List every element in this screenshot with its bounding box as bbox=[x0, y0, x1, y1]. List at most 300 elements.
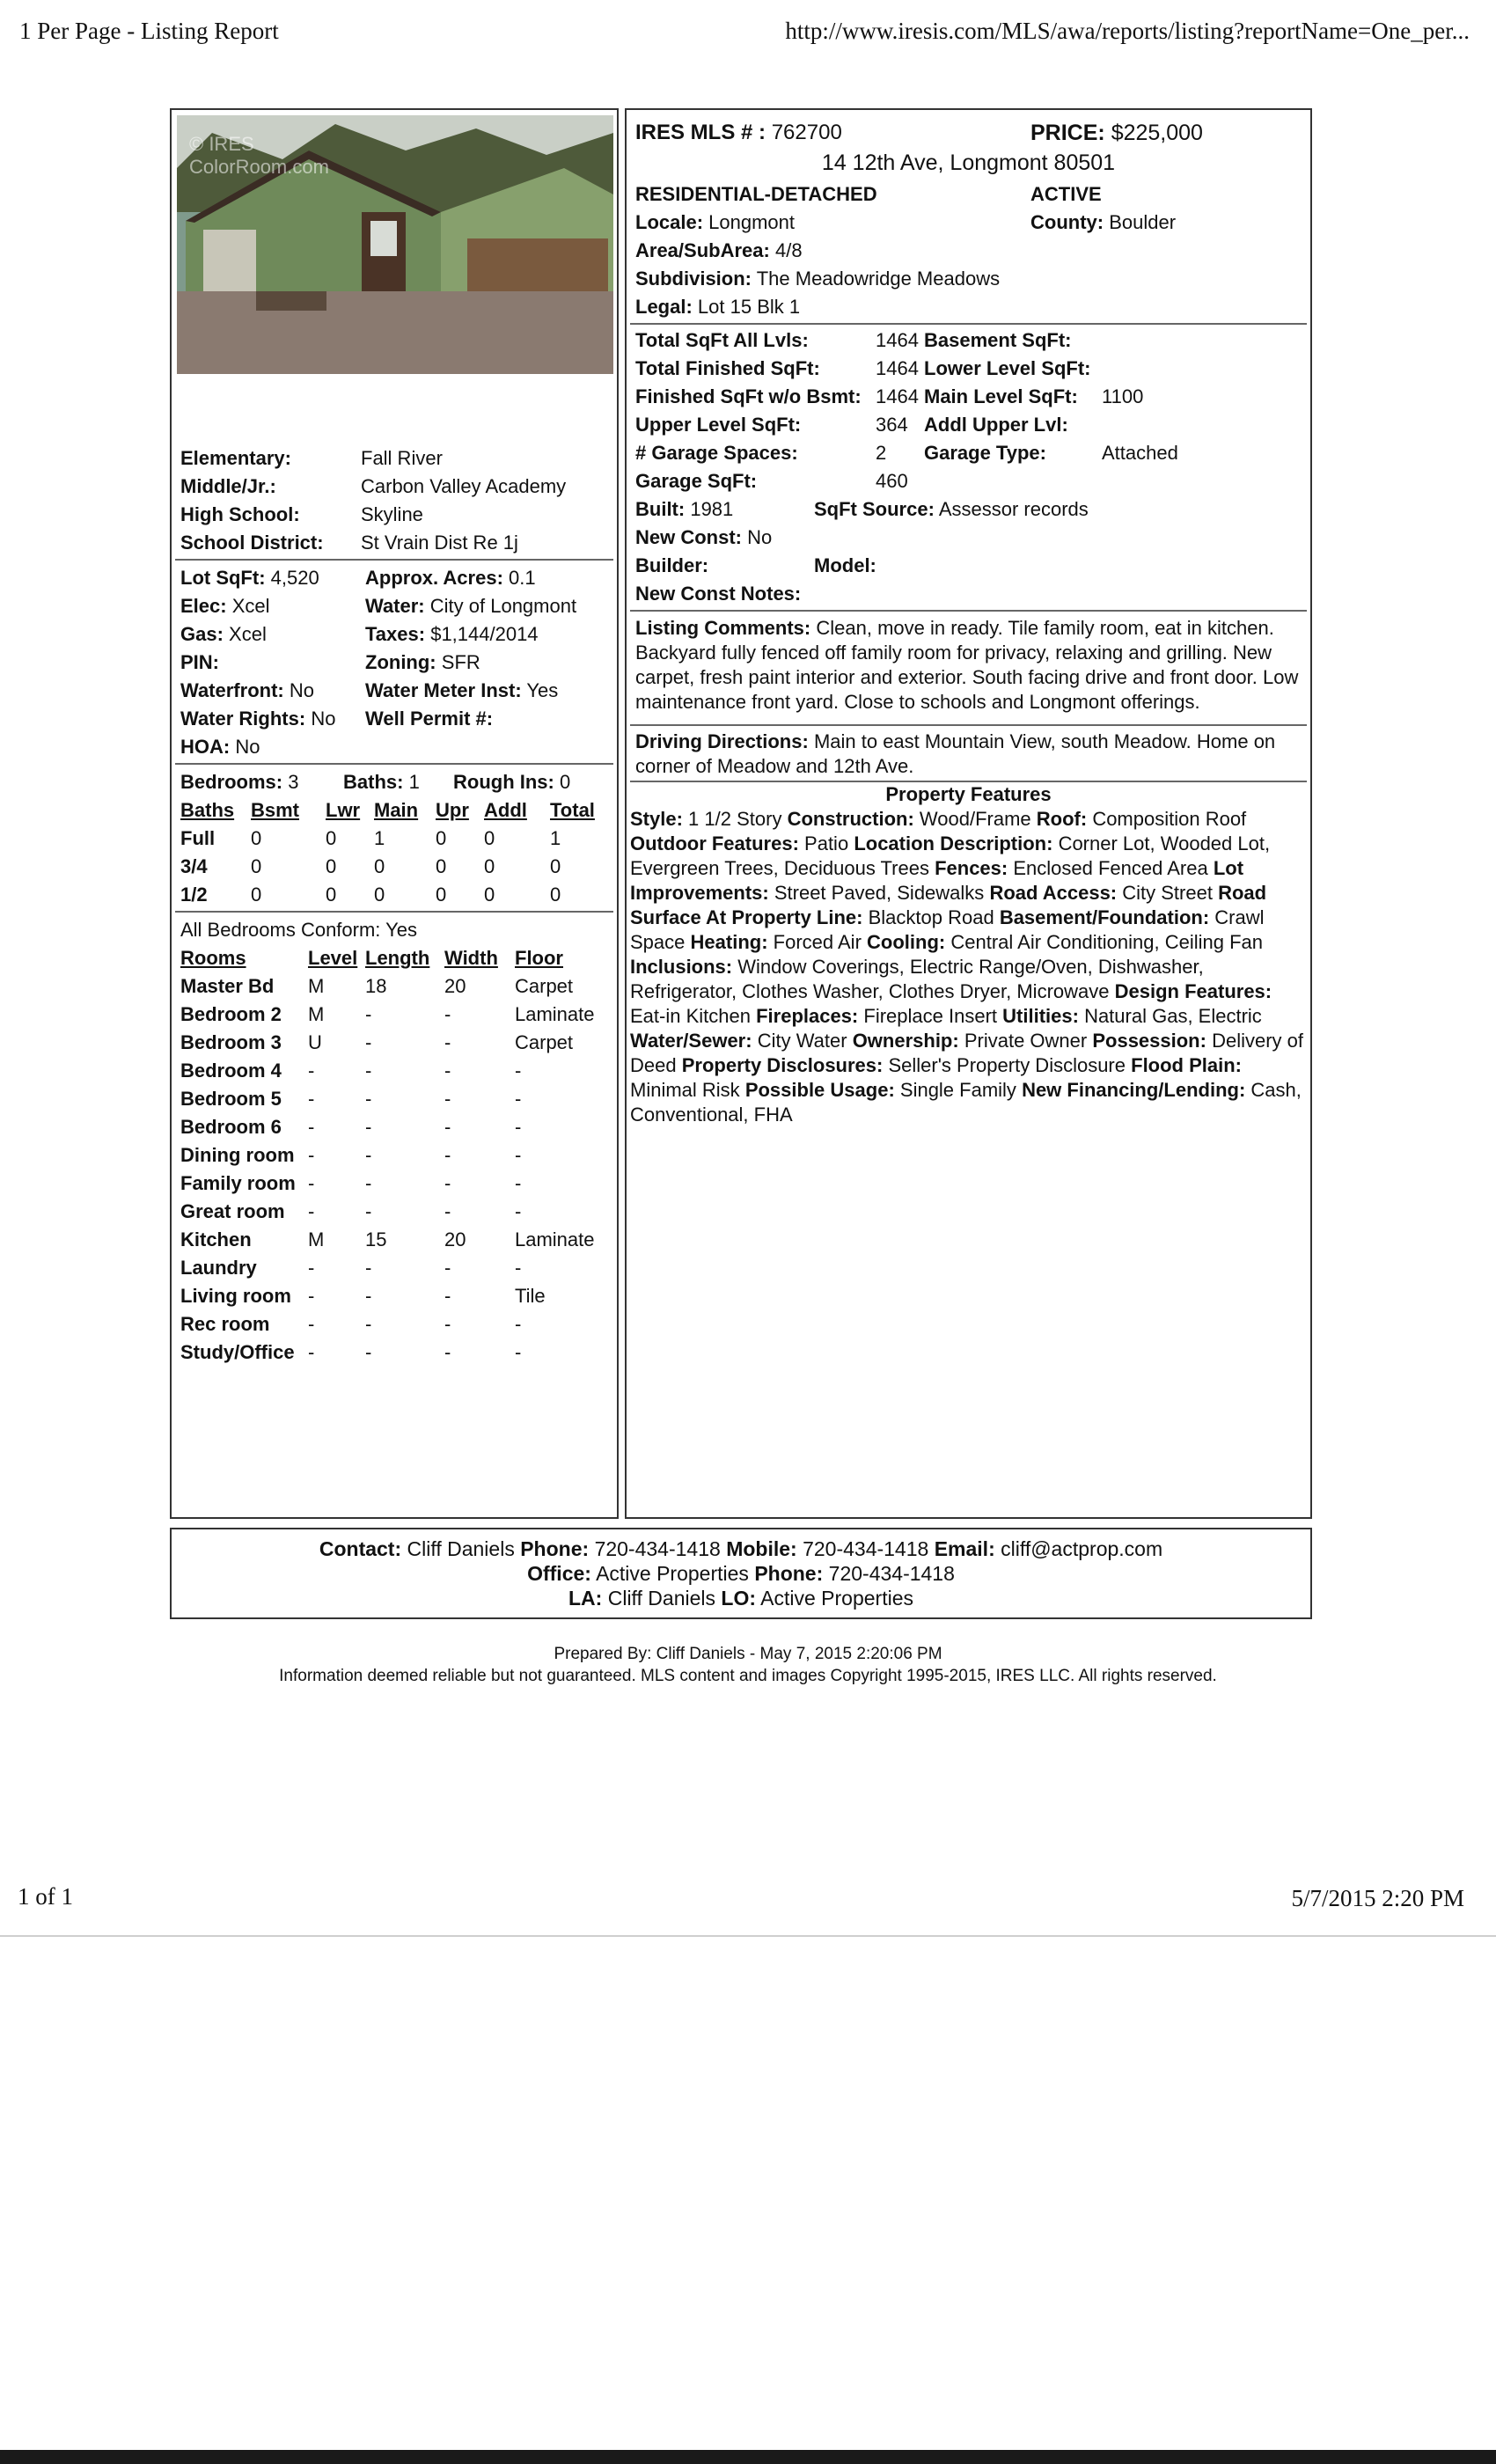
feature-label: Design Features: bbox=[1114, 980, 1272, 1002]
waterfront-label: Waterfront: bbox=[180, 679, 284, 701]
table-cell: 1 bbox=[374, 827, 385, 849]
contact-panel bbox=[170, 1528, 1312, 1619]
sqft-source bbox=[814, 497, 1089, 522]
baths-header: Baths bbox=[180, 799, 235, 821]
office-phone-value: 720-434-1418 bbox=[828, 1562, 955, 1585]
agent-line bbox=[172, 1586, 1310, 1610]
feature-value: Street Paved, Sidewalks bbox=[774, 882, 985, 904]
taxes-value: $1,144/2014 bbox=[430, 623, 539, 645]
table-cell: 0 bbox=[251, 827, 262, 849]
school-district-label: School District: bbox=[180, 532, 324, 554]
room-cell: - bbox=[444, 1031, 451, 1053]
office-line bbox=[172, 1561, 1310, 1586]
hoa bbox=[180, 735, 260, 759]
water-rights bbox=[180, 707, 335, 731]
contact-name: Cliff Daniels bbox=[407, 1537, 515, 1560]
garage-type-label: Garage Type: bbox=[924, 442, 1046, 464]
built bbox=[635, 497, 733, 522]
room-cell: M bbox=[308, 975, 325, 997]
builder bbox=[635, 554, 708, 578]
room-cell: - bbox=[308, 1200, 315, 1222]
divider bbox=[630, 724, 1307, 726]
lo-value: Active Properties bbox=[760, 1587, 913, 1610]
builder-label: Builder: bbox=[635, 554, 709, 576]
feature-value: Single Family bbox=[899, 1079, 1016, 1101]
right-panel bbox=[625, 108, 1312, 1519]
driving-directions-label: Driving Directions: bbox=[635, 730, 809, 752]
room-cell: Carpet bbox=[515, 975, 574, 997]
room-name: Kitchen bbox=[180, 1228, 252, 1250]
table-cell: 1 bbox=[550, 827, 561, 849]
photo-watermark-line1: © IRES bbox=[189, 133, 254, 155]
room-cell: - bbox=[365, 1313, 372, 1335]
feature-value: Seller's Property Disclosure bbox=[888, 1054, 1126, 1076]
room-cell: - bbox=[444, 1116, 451, 1138]
room-cell: - bbox=[308, 1060, 315, 1082]
baths-header: Addl bbox=[484, 799, 527, 821]
baths-header: Total bbox=[550, 799, 595, 821]
price-label: PRICE: bbox=[1030, 121, 1105, 145]
feature-value: City Street bbox=[1122, 882, 1213, 904]
locale bbox=[635, 210, 795, 235]
bedrooms-conform bbox=[180, 918, 417, 942]
driving-directions bbox=[635, 730, 1304, 779]
room-cell: - bbox=[444, 1313, 451, 1335]
feature-label: Flood Plain: bbox=[1131, 1054, 1243, 1076]
feature-value: Patio bbox=[804, 832, 849, 854]
property-photo bbox=[177, 115, 613, 374]
listing-status: ACTIVE bbox=[1030, 183, 1102, 205]
table-cell: 0 bbox=[251, 884, 262, 906]
room-cell: - bbox=[308, 1116, 315, 1138]
feature-label: Construction: bbox=[787, 808, 914, 830]
room-cell: U bbox=[308, 1031, 322, 1053]
legal-label: Legal: bbox=[635, 296, 693, 318]
bedrooms bbox=[180, 770, 299, 795]
acres-value: 0.1 bbox=[509, 567, 536, 589]
email-label: Email: bbox=[934, 1537, 995, 1560]
table-row: Full bbox=[180, 827, 216, 849]
rooms-header: Width bbox=[444, 947, 498, 969]
feature-value: Forced Air bbox=[773, 931, 862, 953]
model bbox=[814, 554, 876, 578]
print-footer-page: 1 of 1 bbox=[18, 1883, 73, 1910]
room-cell: - bbox=[308, 1313, 315, 1335]
feature-label: Water/Sewer: bbox=[630, 1030, 752, 1052]
main-sqft-value: 1100 bbox=[1102, 385, 1144, 407]
wo-bsmt-sqft-label: Finished SqFt w/o Bsmt: bbox=[635, 385, 862, 407]
gas-value: Xcel bbox=[229, 623, 267, 645]
room-cell: - bbox=[365, 1257, 372, 1279]
subdivision-value: The Meadowridge Meadows bbox=[756, 268, 1001, 290]
page-boundary bbox=[0, 1935, 1496, 1937]
zoning bbox=[365, 650, 480, 675]
county-value: Boulder bbox=[1109, 211, 1177, 233]
divider bbox=[175, 911, 613, 913]
feature-value: Natural Gas, Electric bbox=[1084, 1005, 1262, 1027]
feature-value: City Water bbox=[757, 1030, 847, 1052]
room-cell: - bbox=[444, 1200, 451, 1222]
room-cell: - bbox=[365, 1088, 372, 1110]
room-cell: 15 bbox=[365, 1228, 387, 1250]
office-phone-label: Phone: bbox=[754, 1562, 824, 1585]
room-cell: - bbox=[365, 1003, 372, 1025]
water-meter bbox=[365, 678, 558, 703]
feature-value: Central Air Conditioning, Ceiling Fan bbox=[950, 931, 1263, 953]
room-name: Master Bd bbox=[180, 975, 275, 997]
feature-value: Delivery of Deed bbox=[630, 1030, 1303, 1076]
well-permit-label: Well Permit #: bbox=[365, 708, 494, 730]
room-name: Bedroom 6 bbox=[180, 1116, 282, 1138]
feature-label: Possible Usage: bbox=[744, 1079, 895, 1101]
water-value: City of Longmont bbox=[429, 595, 577, 617]
table-cell: 0 bbox=[550, 884, 561, 906]
mobile-label: Mobile: bbox=[726, 1537, 797, 1560]
feature-value: Window Coverings, Electric Range/Oven, Dishwasher, Refrigerator, Clothes Washer, Clothes Dryer, Microwave bbox=[630, 956, 1204, 1002]
room-cell: - bbox=[444, 1285, 451, 1307]
room-cell: - bbox=[444, 1060, 451, 1082]
room-cell: 18 bbox=[365, 975, 387, 997]
baths-label: Baths: bbox=[343, 771, 404, 793]
price bbox=[1030, 121, 1203, 145]
property-type: RESIDENTIAL-DETACHED bbox=[635, 183, 877, 205]
rooms-header: Length bbox=[365, 947, 430, 969]
room-cell: - bbox=[308, 1285, 315, 1307]
feature-label: Road Surface At Property Line: bbox=[630, 882, 1267, 928]
conform-value: Yes bbox=[385, 919, 418, 941]
baths bbox=[343, 770, 420, 795]
garage-sqft-value: 460 bbox=[876, 470, 908, 492]
room-cell: - bbox=[515, 1088, 522, 1110]
taxes bbox=[365, 622, 539, 647]
room-cell: - bbox=[308, 1341, 315, 1363]
waterfront-value: No bbox=[289, 679, 314, 701]
gas-label: Gas: bbox=[180, 623, 224, 645]
baths-header: Lwr bbox=[326, 799, 361, 821]
rooms-header: Rooms bbox=[180, 947, 246, 969]
room-cell: - bbox=[515, 1060, 522, 1082]
divider bbox=[630, 610, 1307, 612]
baths-header: Upr bbox=[436, 799, 469, 821]
garage-spaces-label: # Garage Spaces: bbox=[635, 442, 798, 464]
feature-label: Lot Improvements: bbox=[630, 857, 1244, 904]
table-cell: 0 bbox=[484, 855, 495, 877]
rough-ins bbox=[453, 770, 570, 795]
bedrooms-label: Bedrooms: bbox=[180, 771, 283, 793]
total-sqft-value: 1464 bbox=[876, 329, 919, 351]
feature-value: 1 1/2 Story bbox=[688, 808, 782, 830]
elementary-label: Elementary: bbox=[180, 447, 291, 469]
wo-bsmt-sqft-value: 1464 bbox=[876, 385, 919, 407]
water-meter-value: Yes bbox=[526, 679, 559, 701]
high-school-value: Skyline bbox=[361, 503, 423, 525]
sqft-source-label: SqFt Source: bbox=[814, 498, 935, 520]
new-const-label: New Const: bbox=[635, 526, 742, 548]
room-cell: - bbox=[365, 1172, 372, 1194]
listing-comments-text: Clean, move in ready. Tile family room, eat in kitchen. Backyard fully fenced off family room for privacy, relaxing and grilling. New carpet, fresh paint interior and exterior. South facing drive and front door. Low maintenance front yard. Close to schools and Longmont offerings. bbox=[635, 617, 1299, 713]
feature-value: Composition Roof bbox=[1092, 808, 1247, 830]
middle-value: Carbon Valley Academy bbox=[361, 475, 567, 497]
table-cell: 0 bbox=[436, 855, 447, 877]
office-label: Office: bbox=[527, 1562, 591, 1585]
new-const-notes bbox=[635, 582, 801, 606]
room-cell: - bbox=[444, 1257, 451, 1279]
room-cell: - bbox=[365, 1200, 372, 1222]
print-footer-date: 5/7/2015 2:20 PM bbox=[1291, 1885, 1464, 1911]
room-name: Great room bbox=[180, 1200, 285, 1222]
lo-label: LO: bbox=[721, 1587, 757, 1610]
room-cell: Laminate bbox=[515, 1003, 595, 1025]
elec bbox=[180, 594, 270, 619]
new-const bbox=[635, 525, 772, 550]
room-cell: M bbox=[308, 1003, 325, 1025]
pin bbox=[180, 650, 219, 675]
lot-sqft-label: Lot SqFt: bbox=[180, 567, 266, 589]
high-school-label: High School: bbox=[180, 503, 300, 525]
feature-label: Heating: bbox=[690, 931, 768, 953]
room-cell: - bbox=[365, 1031, 372, 1053]
pin-label: PIN: bbox=[180, 651, 219, 673]
waterfront bbox=[180, 678, 314, 703]
room-cell: 20 bbox=[444, 975, 466, 997]
room-name: Living room bbox=[180, 1285, 291, 1307]
feature-value: Minimal Risk bbox=[630, 1079, 740, 1101]
table-cell: 0 bbox=[436, 884, 447, 906]
locale-label: Locale: bbox=[635, 211, 704, 233]
built-label: Built: bbox=[635, 498, 686, 520]
phone-value: 720-434-1418 bbox=[594, 1537, 721, 1560]
scan-edge bbox=[0, 2450, 1496, 2464]
hoa-value: No bbox=[235, 736, 260, 758]
table-cell: 0 bbox=[251, 855, 262, 877]
feature-value: Wood/Frame bbox=[919, 808, 1031, 830]
taxes-label: Taxes: bbox=[365, 623, 426, 645]
county-label: County: bbox=[1030, 211, 1104, 233]
room-cell: - bbox=[365, 1144, 372, 1166]
table-cell: 0 bbox=[326, 884, 337, 906]
room-cell: Laminate bbox=[515, 1228, 595, 1250]
feature-value: Enclosed Fenced Area bbox=[1013, 857, 1208, 879]
rooms-header: Floor bbox=[515, 947, 563, 969]
locale-value: Longmont bbox=[708, 211, 796, 233]
room-cell: - bbox=[365, 1116, 372, 1138]
room-name: Dining room bbox=[180, 1144, 295, 1166]
room-cell: - bbox=[308, 1257, 315, 1279]
divider bbox=[175, 763, 613, 765]
subdivision-label: Subdivision: bbox=[635, 268, 752, 290]
feature-label: Fences: bbox=[935, 857, 1008, 879]
phone-label: Phone: bbox=[520, 1537, 590, 1560]
room-cell: - bbox=[308, 1144, 315, 1166]
feature-label: Inclusions: bbox=[630, 956, 733, 978]
gas bbox=[180, 622, 267, 647]
county bbox=[1030, 210, 1176, 235]
finished-sqft-label: Total Finished SqFt: bbox=[635, 357, 820, 379]
school-district-value: St Vrain Dist Re 1j bbox=[361, 532, 518, 554]
main-sqft-label: Main Level SqFt: bbox=[924, 385, 1078, 407]
conform-label: All Bedrooms Conform: bbox=[180, 919, 381, 941]
table-row: 1/2 bbox=[180, 884, 208, 906]
area-label: Area/SubArea: bbox=[635, 239, 770, 261]
acres-label: Approx. Acres: bbox=[365, 567, 503, 589]
room-name: Family room bbox=[180, 1172, 296, 1194]
elementary-value: Fall River bbox=[361, 447, 443, 469]
contact-label: Contact: bbox=[319, 1537, 402, 1560]
photo-watermark-line2: ColorRoom.com bbox=[189, 156, 329, 178]
feature-value: Blacktop Road bbox=[868, 906, 994, 928]
office-value: Active Properties bbox=[596, 1562, 749, 1585]
subdivision bbox=[635, 267, 1000, 291]
print-header-url: http://www.iresis.com/MLS/awa/reports/listing?reportName=One_per... bbox=[785, 18, 1470, 44]
room-cell: 20 bbox=[444, 1228, 466, 1250]
room-cell: - bbox=[444, 1172, 451, 1194]
table-cell: 0 bbox=[436, 827, 447, 849]
table-cell: 0 bbox=[550, 855, 561, 877]
feature-label: Cooling: bbox=[867, 931, 946, 953]
finished-sqft-value: 1464 bbox=[876, 357, 919, 379]
room-cell: Carpet bbox=[515, 1031, 574, 1053]
room-cell: Tile bbox=[515, 1285, 546, 1307]
feature-value: Private Owner bbox=[964, 1030, 1088, 1052]
room-name: Bedroom 4 bbox=[180, 1060, 282, 1082]
feature-label: Location Description: bbox=[854, 832, 1053, 854]
legal bbox=[635, 295, 800, 319]
room-cell: M bbox=[308, 1228, 325, 1250]
feature-label: Fireplaces: bbox=[756, 1005, 859, 1027]
feature-value: Corner Lot, Wooded Lot, Evergreen Trees, Deciduous Trees bbox=[630, 832, 1271, 879]
feature-label: Style: bbox=[630, 808, 683, 830]
model-label: Model: bbox=[814, 554, 876, 576]
feature-label: Utilities: bbox=[1002, 1005, 1079, 1027]
feature-value: Cash, Conventional, FHA bbox=[630, 1079, 1302, 1126]
feature-label: Ownership: bbox=[852, 1030, 959, 1052]
rooms-header: Level bbox=[308, 947, 358, 969]
garage-type-value: Attached bbox=[1102, 442, 1178, 464]
room-cell: - bbox=[444, 1088, 451, 1110]
new-const-notes-label: New Const Notes: bbox=[635, 583, 802, 605]
feature-label: Possession: bbox=[1092, 1030, 1206, 1052]
rough-ins-label: Rough Ins: bbox=[453, 771, 554, 793]
bedrooms-value: 3 bbox=[288, 771, 299, 793]
room-name: Bedroom 5 bbox=[180, 1088, 282, 1110]
feature-value: Fireplace Insert bbox=[863, 1005, 998, 1027]
lot-sqft bbox=[180, 566, 319, 590]
mls-number bbox=[635, 121, 842, 145]
feature-value: Crawl Space bbox=[630, 906, 1265, 953]
baths-header: Bsmt bbox=[251, 799, 300, 821]
room-cell: - bbox=[365, 1060, 372, 1082]
room-cell: - bbox=[444, 1003, 451, 1025]
feature-label: Road Access: bbox=[989, 882, 1118, 904]
water-label: Water: bbox=[365, 595, 425, 617]
baths-header: Main bbox=[374, 799, 419, 821]
addl-upper-label: Addl Upper Lvl: bbox=[924, 414, 1068, 436]
basement-sqft-label: Basement SqFt: bbox=[924, 329, 1072, 351]
room-cell: - bbox=[308, 1172, 315, 1194]
feature-value: Eat-in Kitchen bbox=[630, 1005, 751, 1027]
room-name: Rec room bbox=[180, 1313, 270, 1335]
water-meter-label: Water Meter Inst: bbox=[365, 679, 522, 701]
upper-sqft-label: Upper Level SqFt: bbox=[635, 414, 802, 436]
table-cell: 0 bbox=[326, 827, 337, 849]
room-cell: - bbox=[515, 1257, 522, 1279]
area bbox=[635, 238, 803, 263]
feature-label: Outdoor Features: bbox=[630, 832, 799, 854]
middle-label: Middle/Jr.: bbox=[180, 475, 276, 497]
baths-value: 1 bbox=[408, 771, 420, 793]
new-const-value: No bbox=[747, 526, 773, 548]
table-cell: 0 bbox=[484, 827, 495, 849]
elec-label: Elec: bbox=[180, 595, 227, 617]
listing-comments bbox=[635, 616, 1304, 715]
room-name: Study/Office bbox=[180, 1341, 295, 1363]
garage-spaces-value: 2 bbox=[876, 442, 887, 464]
zoning-value: SFR bbox=[441, 651, 480, 673]
room-cell: - bbox=[515, 1313, 522, 1335]
mls-label: IRES MLS # : bbox=[635, 121, 766, 144]
garage-sqft-label: Garage SqFt: bbox=[635, 470, 758, 492]
feature-label: Roof: bbox=[1036, 808, 1088, 830]
la-value: Cliff Daniels bbox=[607, 1587, 716, 1610]
mls-value: 762700 bbox=[771, 121, 842, 144]
legal-value: Lot 15 Blk 1 bbox=[697, 296, 801, 318]
area-value: 4/8 bbox=[774, 239, 803, 261]
mobile-value: 720-434-1418 bbox=[803, 1537, 929, 1560]
la-label: LA: bbox=[568, 1587, 603, 1610]
elec-value: Xcel bbox=[231, 595, 270, 617]
room-cell: - bbox=[515, 1172, 522, 1194]
room-name: Bedroom 3 bbox=[180, 1031, 282, 1053]
well-permit bbox=[365, 707, 493, 731]
left-panel bbox=[170, 108, 619, 1519]
feature-label: Basement/Foundation: bbox=[999, 906, 1210, 928]
hoa-label: HOA: bbox=[180, 736, 231, 758]
listing-comments-label: Listing Comments: bbox=[635, 617, 811, 639]
room-name: Laundry bbox=[180, 1257, 257, 1279]
property-features-title: Property Features bbox=[885, 783, 1052, 805]
email-value[interactable]: cliff@actprop.com bbox=[1001, 1537, 1163, 1560]
feature-label: New Financing/Lending: bbox=[1022, 1079, 1246, 1101]
room-cell: - bbox=[515, 1200, 522, 1222]
address: 14 12th Ave, Longmont 80501 bbox=[821, 150, 1116, 175]
feature-label: Property Disclosures: bbox=[681, 1054, 884, 1076]
lower-sqft-label: Lower Level SqFt: bbox=[924, 357, 1091, 379]
rough-ins-value: 0 bbox=[560, 771, 571, 793]
water-rights-label: Water Rights: bbox=[180, 708, 306, 730]
built-value: 1981 bbox=[690, 498, 734, 520]
contact-line bbox=[172, 1536, 1310, 1561]
room-cell: - bbox=[515, 1116, 522, 1138]
divider bbox=[630, 323, 1307, 325]
zoning-label: Zoning: bbox=[365, 651, 436, 673]
room-name: Bedroom 2 bbox=[180, 1003, 282, 1025]
disclaimer: Information deemed reliable but not guaranteed. MLS content and images Copyright 1995-2015, IRES LLC. All rights reserved. bbox=[279, 1667, 1217, 1685]
room-cell: - bbox=[444, 1341, 451, 1363]
table-cell: 0 bbox=[374, 884, 385, 906]
print-header-title: 1 Per Page - Listing Report bbox=[19, 18, 279, 44]
upper-sqft-value: 364 bbox=[876, 414, 908, 436]
room-cell: - bbox=[365, 1285, 372, 1307]
price-value: $225,000 bbox=[1111, 121, 1203, 145]
table-cell: 0 bbox=[326, 855, 337, 877]
prepared-by: Prepared By: Cliff Daniels - May 7, 2015 2:20:06 PM bbox=[554, 1645, 942, 1663]
approx-acres bbox=[365, 566, 536, 590]
sqft-source-value: Assessor records bbox=[938, 498, 1089, 520]
room-cell: - bbox=[515, 1144, 522, 1166]
room-cell: - bbox=[365, 1341, 372, 1363]
table-row: 3/4 bbox=[180, 855, 208, 877]
driving-directions-text: Main to east Mountain View, south Meadow. Home on corner of Meadow and 12th Ave. bbox=[635, 730, 1276, 777]
